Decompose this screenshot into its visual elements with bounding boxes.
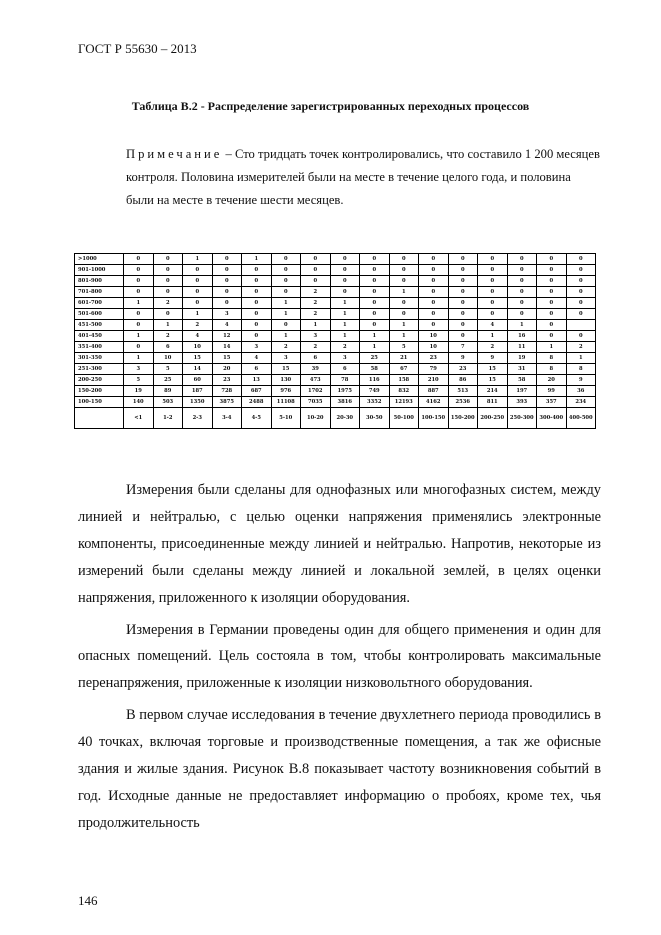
table-cell: 0 xyxy=(448,254,478,265)
table-cell: 3 xyxy=(124,364,154,375)
table-cell: 0 xyxy=(271,320,301,331)
table-cell: 0 xyxy=(301,254,331,265)
table-cell: 78 xyxy=(330,375,360,386)
table-cell: 9 xyxy=(448,353,478,364)
table-cell: 3 xyxy=(330,353,360,364)
table-cell: 1 xyxy=(153,320,183,331)
bin-header-row xyxy=(75,408,596,429)
table-row xyxy=(75,342,596,353)
table-cell: 0 xyxy=(242,320,272,331)
row-label: 501-600 xyxy=(75,309,124,320)
table-cell: 12 xyxy=(212,331,242,342)
table-cell: 1 xyxy=(507,320,537,331)
table-cell: 9 xyxy=(478,353,508,364)
table-cell: 130 xyxy=(271,375,301,386)
table-cell: 513 xyxy=(448,386,478,397)
table-cell: 0 xyxy=(330,287,360,298)
table-cell: 0 xyxy=(183,287,213,298)
table-cell: 0 xyxy=(507,276,537,287)
table-cell: 60 xyxy=(183,375,213,386)
table-cell: 2 xyxy=(153,298,183,309)
table-cell: 9 xyxy=(566,375,596,386)
table-cell: 3875 xyxy=(212,397,242,408)
table-cell xyxy=(566,320,596,331)
table-cell: 1 xyxy=(330,309,360,320)
bin-label: 100-150 xyxy=(419,408,449,429)
table-cell: 4 xyxy=(212,320,242,331)
table-cell: 187 xyxy=(183,386,213,397)
bin-label: 2-3 xyxy=(183,408,213,429)
table-cell: 0 xyxy=(448,309,478,320)
table-cell: 3352 xyxy=(360,397,390,408)
table-cell: 0 xyxy=(389,265,419,276)
table-cell: 728 xyxy=(212,386,242,397)
table-cell: 2 xyxy=(301,342,331,353)
table-cell: 811 xyxy=(478,397,508,408)
bin-label: 5-10 xyxy=(271,408,301,429)
table-cell: 0 xyxy=(507,265,537,276)
table-cell: 36 xyxy=(566,386,596,397)
table-cell: 0 xyxy=(360,309,390,320)
table-cell: 7035 xyxy=(301,397,331,408)
table-cell: 0 xyxy=(419,265,449,276)
table-cell: 2 xyxy=(301,287,331,298)
row-label: 701-800 xyxy=(75,287,124,298)
table-cell: 0 xyxy=(507,309,537,320)
table-cell: 0 xyxy=(124,254,154,265)
table-cell: 5 xyxy=(389,342,419,353)
bin-label: 50-100 xyxy=(389,408,419,429)
table-cell: 4 xyxy=(242,353,272,364)
body-text xyxy=(78,477,601,837)
table-cell: 3 xyxy=(301,331,331,342)
table-cell: 0 xyxy=(507,287,537,298)
note-text: Сто тридцать точек контролировались, что составило 1 200 месяцев контроля. Половина измерителей были на месте в течение целого года, и половина были на месте в течение шести месяцев. xyxy=(126,147,600,207)
table-row xyxy=(75,331,596,342)
bin-label: 20-30 xyxy=(330,408,360,429)
table-cell: 20 xyxy=(212,364,242,375)
table-cell: 0 xyxy=(360,320,390,331)
table-cell: 2 xyxy=(566,342,596,353)
table-cell: 0 xyxy=(478,309,508,320)
table-cell: 0 xyxy=(389,309,419,320)
table-cell: 1 xyxy=(271,309,301,320)
table-cell: 887 xyxy=(419,386,449,397)
table-cell: 10 xyxy=(153,353,183,364)
table-cell: 0 xyxy=(448,265,478,276)
table-cell: 8 xyxy=(537,353,567,364)
table-cell: 0 xyxy=(537,298,567,309)
table-cell: 158 xyxy=(389,375,419,386)
table-cell: 0 xyxy=(566,331,596,342)
table-cell: 0 xyxy=(537,265,567,276)
table-cell: 1 xyxy=(389,331,419,342)
table-cell: 0 xyxy=(389,298,419,309)
table-cell: 1 xyxy=(301,320,331,331)
table-cell: 1702 xyxy=(301,386,331,397)
table-cell: 1 xyxy=(124,331,154,342)
table-cell: 234 xyxy=(566,397,596,408)
table-cell: 0 xyxy=(360,254,390,265)
table-cell: 0 xyxy=(389,276,419,287)
table-cell: 214 xyxy=(478,386,508,397)
table-cell: 99 xyxy=(537,386,567,397)
table-cell: 0 xyxy=(566,276,596,287)
table-cell: 1 xyxy=(478,331,508,342)
bin-label: 400-500 xyxy=(566,408,596,429)
table-cell: 6 xyxy=(330,364,360,375)
row-label: >1000 xyxy=(75,254,124,265)
table-cell: 0 xyxy=(360,287,390,298)
table-cell: 0 xyxy=(566,287,596,298)
table-cell: 1 xyxy=(242,254,272,265)
table-cell: 3 xyxy=(271,353,301,364)
bin-label: 150-200 xyxy=(448,408,478,429)
table-cell: 0 xyxy=(124,276,154,287)
table-cell: 1 xyxy=(271,298,301,309)
table-cell: 0 xyxy=(419,276,449,287)
table-cell: 1 xyxy=(566,353,596,364)
table-cell: 15 xyxy=(478,364,508,375)
table-cell: 0 xyxy=(124,342,154,353)
table-cell: 0 xyxy=(271,276,301,287)
transient-distribution-table xyxy=(74,253,596,429)
table-cell: 0 xyxy=(212,287,242,298)
table-row xyxy=(75,353,596,364)
table-cell: 0 xyxy=(183,276,213,287)
bin-label: 250-300 xyxy=(507,408,537,429)
table-cell: 20 xyxy=(537,375,567,386)
table-cell: 7 xyxy=(448,342,478,353)
table-cell: 0 xyxy=(212,298,242,309)
table-cell: 0 xyxy=(183,265,213,276)
table-cell: 2 xyxy=(301,298,331,309)
table-cell: 1 xyxy=(183,309,213,320)
table-cell: 1 xyxy=(271,331,301,342)
row-label: 401-450 xyxy=(75,331,124,342)
table-cell: 1 xyxy=(330,331,360,342)
table-cell: 0 xyxy=(124,309,154,320)
table-cell: 4 xyxy=(478,320,508,331)
table-cell: 3816 xyxy=(330,397,360,408)
table-cell: 25 xyxy=(360,353,390,364)
table-cell: 10 xyxy=(183,342,213,353)
table-cell: 1350 xyxy=(183,397,213,408)
table-cell: 0 xyxy=(478,265,508,276)
table-row xyxy=(75,364,596,375)
table-cell: 393 xyxy=(507,397,537,408)
table-cell: 16 xyxy=(507,331,537,342)
table-cell: 0 xyxy=(537,331,567,342)
table-cell: 15 xyxy=(478,375,508,386)
note-block xyxy=(78,143,601,212)
table-cell: 2 xyxy=(478,342,508,353)
table-cell: 1 xyxy=(330,298,360,309)
table-cell: 0 xyxy=(448,320,478,331)
table-cell: 8 xyxy=(566,364,596,375)
table-cell: 0 xyxy=(242,287,272,298)
table-cell: 25 xyxy=(153,375,183,386)
table-cell: 832 xyxy=(389,386,419,397)
table-cell: 0 xyxy=(183,298,213,309)
table-cell: 2488 xyxy=(242,397,272,408)
table-cell: 2 xyxy=(153,331,183,342)
table-cell: 13 xyxy=(242,375,272,386)
table-cell: 15 xyxy=(183,353,213,364)
table-cell: 0 xyxy=(330,276,360,287)
table-cell: 19 xyxy=(507,353,537,364)
table-cell: 0 xyxy=(153,276,183,287)
table-row xyxy=(75,386,596,397)
paragraph: В первом случае исследования в течение двухлетнего периода проводились в 40 точках, включая торговые и производственные помещения, а так же офисные здания и жилые здания. Рисунок В.8 показывает частоту возникновения событий в год. Исходные данные не предоставляет информацию о пробоях, кроме тех, чья продолжительность xyxy=(78,707,601,831)
table-cell: 0 xyxy=(566,309,596,320)
table-cell: 1 xyxy=(389,287,419,298)
table-cell: 14 xyxy=(212,342,242,353)
row-label: 901-1000 xyxy=(75,265,124,276)
table-cell: 0 xyxy=(448,331,478,342)
table-row xyxy=(75,298,596,309)
table-cell: 0 xyxy=(153,254,183,265)
table-cell: 39 xyxy=(301,364,331,375)
table-cell: 116 xyxy=(360,375,390,386)
table-cell: 6 xyxy=(301,353,331,364)
bin-label: 1-2 xyxy=(153,408,183,429)
table-cell: 197 xyxy=(507,386,537,397)
table-cell: 0 xyxy=(271,254,301,265)
table-cell: 0 xyxy=(448,287,478,298)
table-cell: 0 xyxy=(242,331,272,342)
table-cell: 1 xyxy=(360,331,390,342)
table-cell: 0 xyxy=(478,254,508,265)
table-cell: 0 xyxy=(478,287,508,298)
table-cell: 4162 xyxy=(419,397,449,408)
table-cell: 0 xyxy=(537,287,567,298)
table-cell: 0 xyxy=(448,298,478,309)
paragraph: Измерения были сделаны для однофазных или многофазных систем, между линией и нейтралью, с целью оценки напряжения применялись электронные компоненты, присоединенные между линией и нейтралью. Напротив, некоторые из измерений были сделаны между линией и локальной землей, в целях оценки напряжения, приложенного к изоляции оборудования. xyxy=(78,482,601,606)
row-label: 301-350 xyxy=(75,353,124,364)
table-cell: 89 xyxy=(153,386,183,397)
table-cell: 0 xyxy=(419,298,449,309)
table-cell: 21 xyxy=(389,353,419,364)
table-cell: 749 xyxy=(360,386,390,397)
table-cell: 11108 xyxy=(271,397,301,408)
table-cell: 19 xyxy=(124,386,154,397)
table-cell: 1 xyxy=(124,353,154,364)
table-cell: 0 xyxy=(478,298,508,309)
bin-label: 30-50 xyxy=(360,408,390,429)
table-cell: 0 xyxy=(212,254,242,265)
table-cell: 0 xyxy=(537,320,567,331)
table-cell: 3 xyxy=(242,342,272,353)
table-cell: 0 xyxy=(507,254,537,265)
table-cell: 0 xyxy=(360,298,390,309)
table-cell: 0 xyxy=(566,265,596,276)
table-cell: 1 xyxy=(183,254,213,265)
table-cell: 0 xyxy=(537,254,567,265)
table-row xyxy=(75,254,596,265)
table-row xyxy=(75,375,596,386)
bin-label: 3-4 xyxy=(212,408,242,429)
table-cell: 473 xyxy=(301,375,331,386)
table-cell: 0 xyxy=(566,298,596,309)
table-cell: 3 xyxy=(212,309,242,320)
table-cell: 0 xyxy=(537,276,567,287)
table-cell: 140 xyxy=(124,397,154,408)
document-header: ГОСТ Р 55630 – 2013 xyxy=(78,41,197,56)
table-cell: 31 xyxy=(507,364,537,375)
table-cell: 0 xyxy=(242,276,272,287)
table-cell: 0 xyxy=(330,254,360,265)
table-cell: 0 xyxy=(153,287,183,298)
table-cell: 0 xyxy=(389,254,419,265)
bin-label: <1 xyxy=(124,408,154,429)
row-label: 801-900 xyxy=(75,276,124,287)
row-label: 451-500 xyxy=(75,320,124,331)
table-cell: 23 xyxy=(419,353,449,364)
table-cell: 210 xyxy=(419,375,449,386)
table-row xyxy=(75,287,596,298)
table-cell: 1 xyxy=(330,320,360,331)
table-cell: 2 xyxy=(271,342,301,353)
table-cell: 0 xyxy=(419,254,449,265)
table-cell: 2 xyxy=(330,342,360,353)
table-cell: 79 xyxy=(419,364,449,375)
table-cell: 8 xyxy=(537,364,567,375)
table-cell: 67 xyxy=(389,364,419,375)
table-note xyxy=(78,143,601,212)
table-row xyxy=(75,276,596,287)
table-cell: 0 xyxy=(124,320,154,331)
table-cell: 0 xyxy=(419,309,449,320)
table-cell: 0 xyxy=(124,287,154,298)
table-cell: 0 xyxy=(360,265,390,276)
table-cell: 2 xyxy=(183,320,213,331)
table-cell: 10 xyxy=(419,342,449,353)
row-label: 100-150 xyxy=(75,397,124,408)
table-cell: 23 xyxy=(212,375,242,386)
bin-label: 10-20 xyxy=(301,408,331,429)
table-cell: 11 xyxy=(507,342,537,353)
table-cell: 0 xyxy=(301,276,331,287)
table-cell: 0 xyxy=(419,287,449,298)
table-cell: 0 xyxy=(507,298,537,309)
table-row xyxy=(75,397,596,408)
table-cell: 0 xyxy=(271,265,301,276)
table-cell: 15 xyxy=(212,353,242,364)
table-cell: 0 xyxy=(419,320,449,331)
table-cell: 0 xyxy=(566,254,596,265)
table-row xyxy=(75,265,596,276)
paragraph: Измерения в Германии проведены один для общего применения и один для опасных помещений. Цель состояла в том, чтобы контролировать максимальные перенапряжения, приложенные к изоляции низковольтного оборудования. xyxy=(78,621,601,692)
table-cell: 976 xyxy=(271,386,301,397)
table-cell: 86 xyxy=(448,375,478,386)
table-cell: 503 xyxy=(153,397,183,408)
table-cell: 58 xyxy=(507,375,537,386)
table-cell: 23 xyxy=(448,364,478,375)
table-row xyxy=(75,309,596,320)
table-cell: 1 xyxy=(360,342,390,353)
table-row xyxy=(75,320,596,331)
row-label: 150-200 xyxy=(75,386,124,397)
bin-label: 300-400 xyxy=(537,408,567,429)
table-cell: 14 xyxy=(183,364,213,375)
bin-label: 4-5 xyxy=(242,408,272,429)
note-label: Примечание xyxy=(126,147,223,161)
page-number: 146 xyxy=(78,893,98,908)
row-label: 251-300 xyxy=(75,364,124,375)
table-cell: 0 xyxy=(242,298,272,309)
row-label: 351-400 xyxy=(75,342,124,353)
table-cell: 1 xyxy=(537,342,567,353)
table-cell: 0 xyxy=(212,265,242,276)
table-cell: 0 xyxy=(124,265,154,276)
table-cell: 5 xyxy=(124,375,154,386)
table-cell: 0 xyxy=(448,276,478,287)
table-cell: 0 xyxy=(360,276,390,287)
table-cell: 0 xyxy=(271,287,301,298)
table-cell: 6 xyxy=(153,342,183,353)
table-cell: 58 xyxy=(360,364,390,375)
table-cell: 0 xyxy=(212,276,242,287)
table-cell: 10 xyxy=(419,331,449,342)
distribution-table-wrapper xyxy=(74,253,596,429)
table-cell: 12193 xyxy=(389,397,419,408)
table-cell: 4 xyxy=(183,331,213,342)
table-cell: 0 xyxy=(153,309,183,320)
table-cell: 2536 xyxy=(448,397,478,408)
table-cell: 0 xyxy=(537,309,567,320)
table-cell: 357 xyxy=(537,397,567,408)
row-label: 200-250 xyxy=(75,375,124,386)
table-caption: Таблица В.2 - Распределение зарегистрированных переходных процессов xyxy=(131,99,530,113)
table-cell: 5 xyxy=(153,364,183,375)
table-cell: 0 xyxy=(153,265,183,276)
note-dash: – xyxy=(222,147,235,161)
table-cell: 1975 xyxy=(330,386,360,397)
table-cell: 687 xyxy=(242,386,272,397)
table-cell: 0 xyxy=(242,265,272,276)
corner-cell xyxy=(75,408,124,429)
row-label: 601-700 xyxy=(75,298,124,309)
table-cell: 0 xyxy=(330,265,360,276)
table-cell: 6 xyxy=(242,364,272,375)
table-cell: 0 xyxy=(478,276,508,287)
table-cell: 1 xyxy=(389,320,419,331)
bin-label: 200-250 xyxy=(478,408,508,429)
table-cell: 0 xyxy=(242,309,272,320)
table-cell: 0 xyxy=(301,265,331,276)
table-cell: 15 xyxy=(271,364,301,375)
table-cell: 1 xyxy=(124,298,154,309)
table-cell: 2 xyxy=(301,309,331,320)
